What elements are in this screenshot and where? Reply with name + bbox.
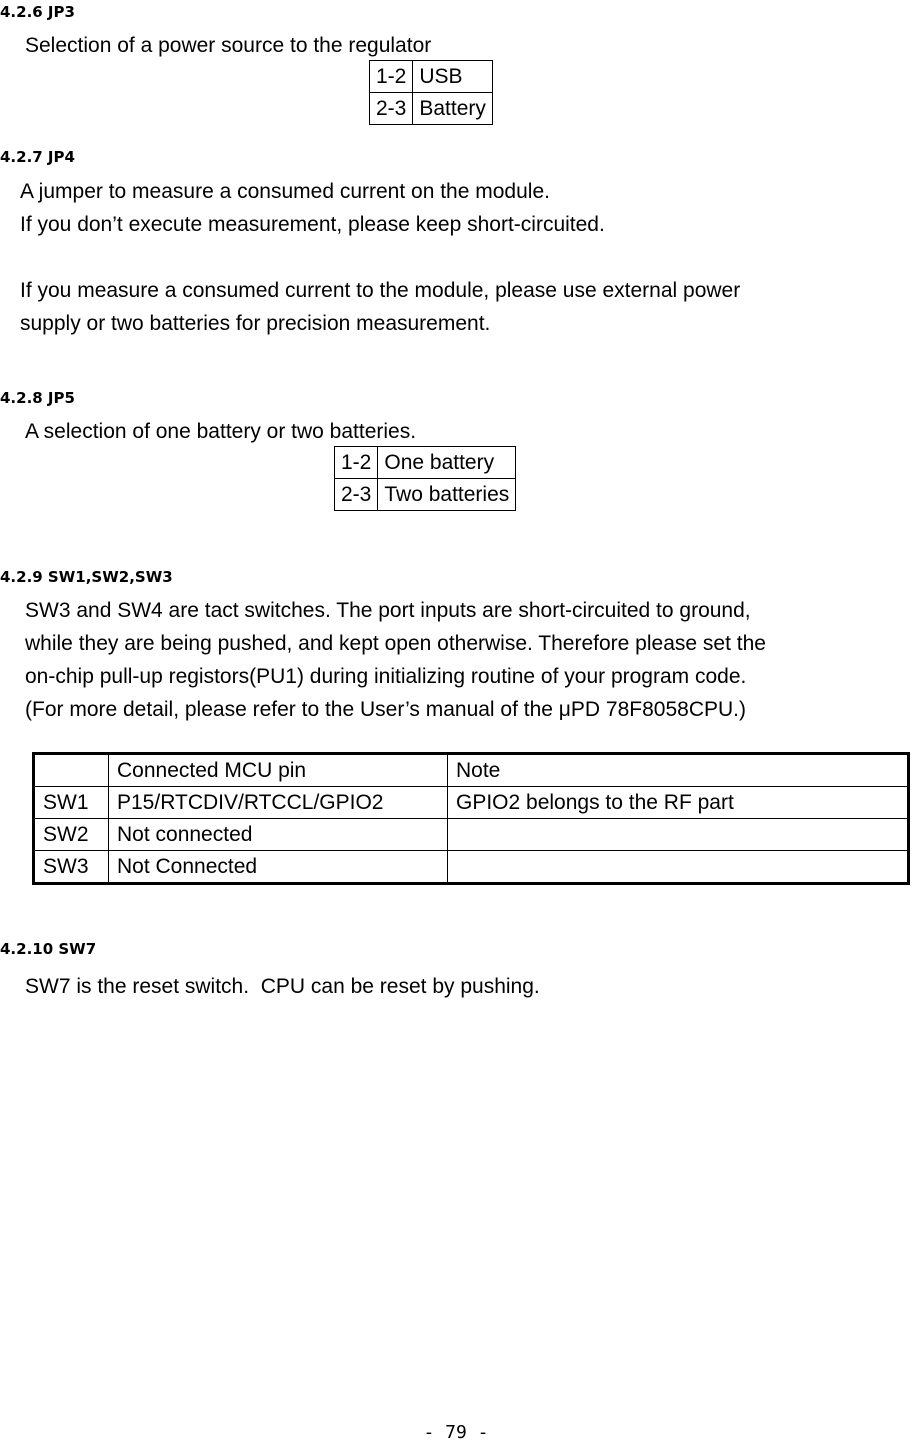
jp5-pin-cell: 1-2	[335, 447, 378, 479]
switch-table	[32, 752, 910, 885]
table-row	[335, 479, 516, 511]
text-line: (For more detail, please refer to the User’s manual of the μPD 78F8058CPU.)	[25, 698, 746, 721]
header-cell: Connected MCU pin	[109, 754, 448, 787]
table-header-row	[34, 754, 909, 787]
text-line: If you don’t execute measurement, please keep short-circuited.	[20, 213, 605, 236]
jp5-label-cell: Two batteries	[378, 479, 516, 511]
text-line: A jumper to measure a consumed current on the module.	[20, 180, 550, 203]
table-row	[370, 61, 493, 93]
table-row	[34, 851, 909, 884]
sw-paragraph	[25, 594, 766, 726]
text-line	[20, 241, 740, 274]
section-heading-sw: 4.2.9 SW1,SW2,SW3	[0, 568, 173, 586]
table-row	[34, 819, 909, 851]
jp5-description: A selection of one battery or two batteries.	[25, 420, 417, 443]
section-heading-sw7: 4.2.10 SW7	[0, 940, 97, 958]
table-row	[370, 93, 493, 125]
jp3-description: Selection of a power source to the regulator	[25, 34, 432, 57]
text-line: on-chip pull-up registors(PU1) during initializing routine of your program code.	[25, 665, 747, 688]
note-cell	[448, 851, 909, 884]
section-heading-jp4: 4.2.7 JP4	[0, 148, 75, 166]
pin-cell: Not Connected	[109, 851, 448, 884]
pin-cell: Not connected	[109, 819, 448, 851]
jp5-table	[334, 446, 516, 511]
header-cell	[34, 754, 109, 787]
header-cell: Note	[448, 754, 909, 787]
table-row	[335, 447, 516, 479]
text-line: If you measure a consumed current to the module, please use external power	[20, 279, 741, 302]
switch-cell: SW3	[34, 851, 109, 884]
jp3-pin-cell: 2-3	[370, 93, 413, 125]
jp4-paragraph	[20, 175, 740, 340]
jp3-label-cell: USB	[413, 61, 493, 93]
page-number: - 79 -	[423, 1422, 489, 1443]
sw7-description: SW7 is the reset switch. CPU can be reset by pushing.	[25, 975, 540, 998]
note-cell	[448, 819, 909, 851]
switch-cell: SW1	[34, 787, 109, 819]
text-line: SW3 and SW4 are tact switches. The port inputs are short-circuited to ground,	[25, 599, 751, 622]
pin-cell: P15/RTCDIV/RTCCL/GPIO2	[109, 787, 448, 819]
jp5-label-cell: One battery	[378, 447, 516, 479]
jp3-label-cell: Battery	[413, 93, 493, 125]
text-line: supply or two batteries for precision measurement.	[20, 312, 491, 335]
table-row	[34, 787, 909, 819]
text-line: while they are being pushed, and kept open otherwise. Therefore please set the	[25, 632, 766, 655]
section-heading-jp3: 4.2.6 JP3	[0, 3, 75, 21]
jp3-table	[369, 60, 493, 125]
note-cell: GPIO2 belongs to the RF part	[448, 787, 909, 819]
jp5-pin-cell: 2-3	[335, 479, 378, 511]
jp3-pin-cell: 1-2	[370, 61, 413, 93]
section-heading-jp5: 4.2.8 JP5	[0, 389, 75, 407]
switch-cell: SW2	[34, 819, 109, 851]
